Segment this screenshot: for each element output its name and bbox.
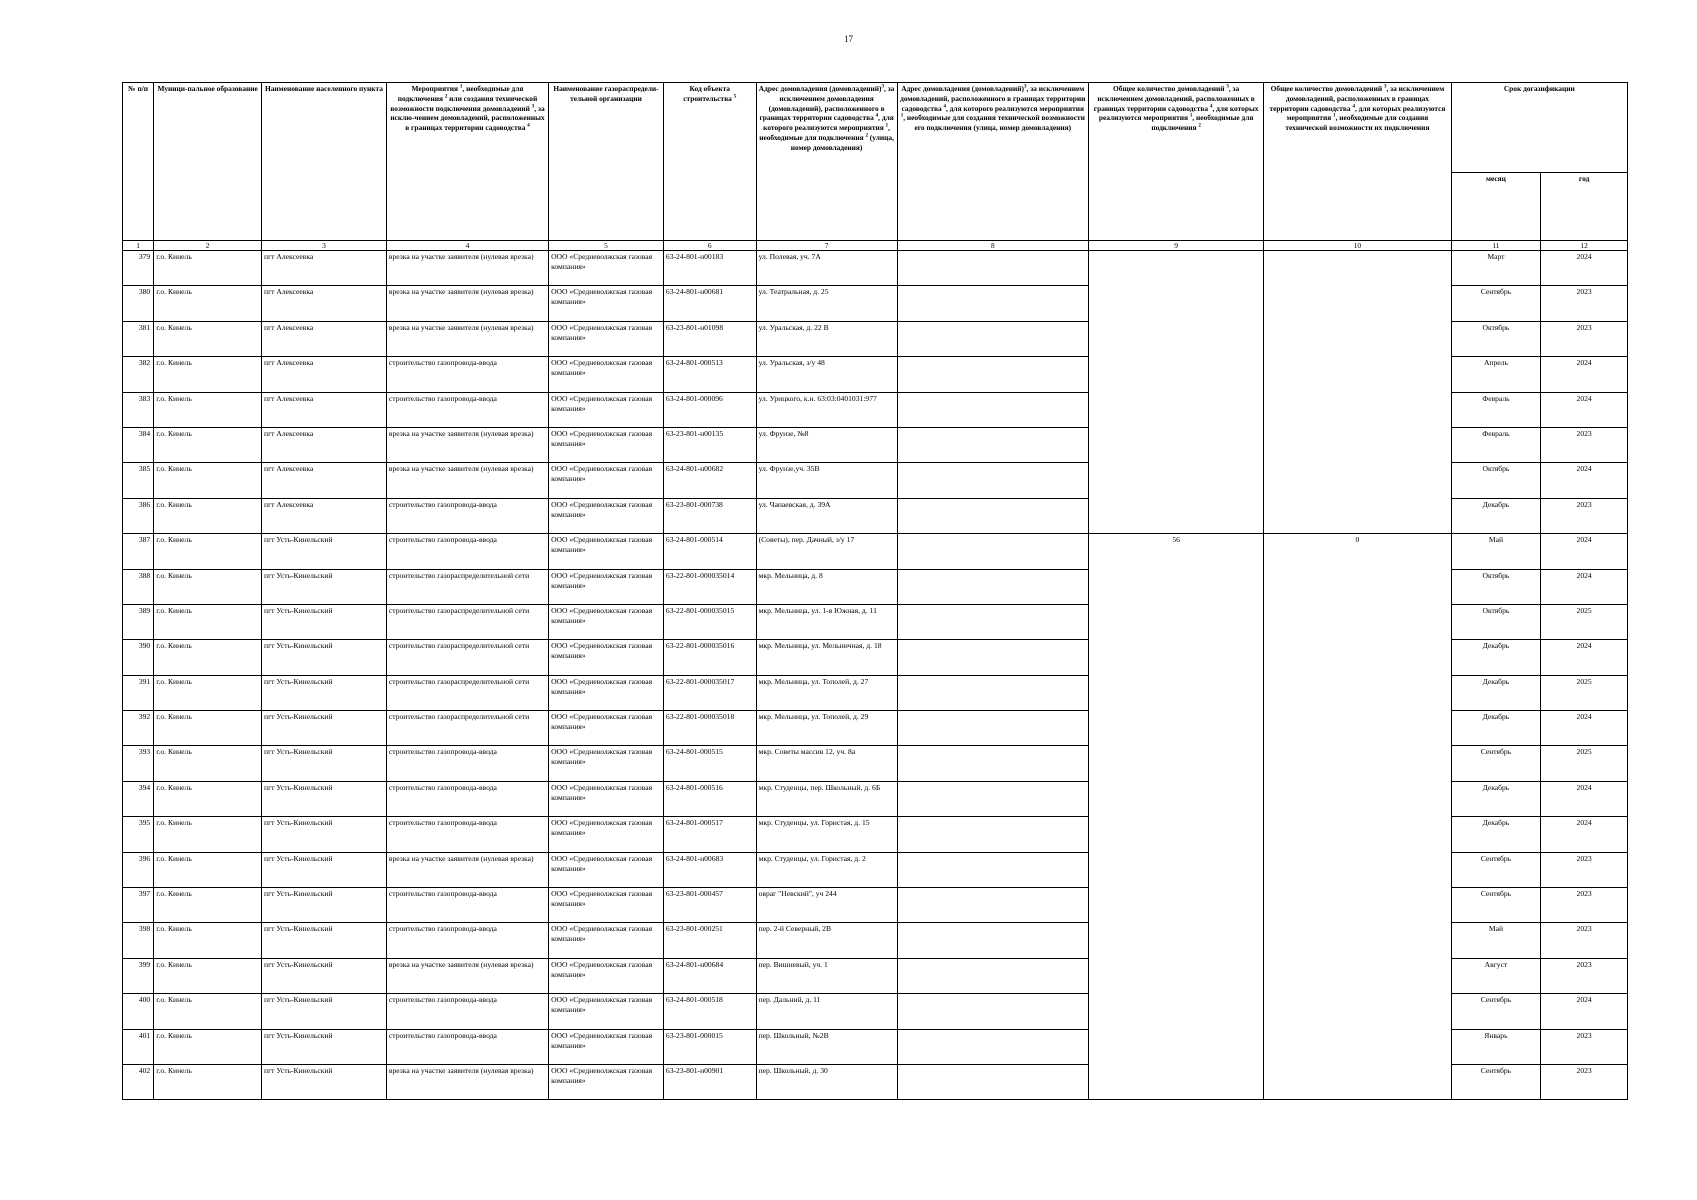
- month-cell: Апрель: [1451, 357, 1541, 392]
- object-code-cell: 63-24-801-000513: [663, 357, 756, 392]
- event-cell: строительство газопровода-ввода: [386, 817, 548, 852]
- address-cell: пер. Дальний, д. 11: [756, 994, 897, 1029]
- month-cell: Май: [1451, 534, 1541, 569]
- organization-cell: ООО «Средневолжская газовая компания»: [549, 534, 664, 569]
- settlement-cell: пгт Усть-Кинельский: [262, 1029, 387, 1064]
- event-cell: строительство газопровода-ввода: [386, 781, 548, 816]
- event-cell: строительство газораспределительной сети: [386, 711, 548, 746]
- municipality-cell: г.о. Кинель: [154, 817, 262, 852]
- gasification-table: [122, 82, 1628, 1100]
- month-cell: Октябрь: [1451, 463, 1541, 498]
- municipality-cell: г.о. Кинель: [154, 392, 262, 427]
- month-cell: Сентябрь: [1451, 746, 1541, 781]
- month-cell: Сентябрь: [1451, 994, 1541, 1029]
- year-cell: 2023: [1541, 923, 1628, 958]
- table-row: [123, 534, 1628, 569]
- year-cell: 2024: [1541, 463, 1628, 498]
- month-cell: Февраль: [1451, 392, 1541, 427]
- header-c8: Адрес домовладения (домовладений)$^3$, за исключением домовладений, расположенного в границах территории садоводства $^4$, для которого реализуются мероприятия $^1$, необходимые для создания технической возможности его подключения (улица, номер домовладения): [897, 83, 1088, 241]
- settlement-cell: пгт Алексеевка: [262, 392, 387, 427]
- column-number-5: 5: [549, 241, 664, 251]
- row-number: 385: [123, 463, 154, 498]
- month-cell: Декабрь: [1451, 498, 1541, 533]
- settlement-cell: пгт Усть-Кинельский: [262, 746, 387, 781]
- row-number: 397: [123, 888, 154, 923]
- event-cell: врезка на участке заявителя (нулевая врезка): [386, 852, 548, 887]
- object-code-cell: 63-24-801-н00682: [663, 463, 756, 498]
- event-cell: строительство газопровода-ввода: [386, 888, 548, 923]
- header-c7: Адрес домовладения (домовладений)$^3$, за исключением домовладения (домовладений), расположенного в границах территории садоводства $^4$, для которого реализуются мероприятия $^1$, необходимые для подключения $^2$ (улица, номер домовладения): [756, 83, 897, 241]
- organization-cell: ООО «Средневолжская газовая компания»: [549, 923, 664, 958]
- address-cell: мкр. Мельница, ул. 1-я Южная, д. 11: [756, 604, 897, 639]
- address-tech-cell: [897, 604, 1088, 639]
- row-number: 396: [123, 852, 154, 887]
- organization-cell: ООО «Средневолжская газовая компания»: [549, 852, 664, 887]
- event-cell: строительство газопровода-ввода: [386, 923, 548, 958]
- municipality-cell: г.о. Кинель: [154, 1064, 262, 1099]
- event-cell: строительство газопровода-ввода: [386, 357, 548, 392]
- row-number: 398: [123, 923, 154, 958]
- event-cell: строительство газораспределительной сети: [386, 604, 548, 639]
- organization-cell: ООО «Средневолжская газовая компания»: [549, 640, 664, 675]
- year-cell: 2025: [1541, 604, 1628, 639]
- municipality-cell: г.о. Кинель: [154, 675, 262, 710]
- object-code-cell: 63-23-801-н00135: [663, 427, 756, 462]
- month-cell: Март: [1451, 251, 1541, 286]
- organization-cell: ООО «Средневолжская газовая компания»: [549, 958, 664, 993]
- month-cell: Сентябрь: [1451, 888, 1541, 923]
- event-cell: строительство газопровода-ввода: [386, 1029, 548, 1064]
- municipality-cell: г.о. Кинель: [154, 251, 262, 286]
- year-cell: 2023: [1541, 321, 1628, 356]
- settlement-cell: пгт Алексеевка: [262, 357, 387, 392]
- month-cell: Сентябрь: [1451, 286, 1541, 321]
- address-cell: ул. Урицкого, к.н. 63:03:0401031:977: [756, 392, 897, 427]
- address-tech-cell: [897, 675, 1088, 710]
- event-cell: строительство газопровода-ввода: [386, 994, 548, 1029]
- column-number-8: 8: [897, 241, 1088, 251]
- address-cell: ул. Театральная, д. 25: [756, 286, 897, 321]
- column-number-row: [123, 241, 1628, 251]
- column-number-2: 2: [154, 241, 262, 251]
- organization-cell: ООО «Средневолжская газовая компания»: [549, 781, 664, 816]
- header-c2: Муници-пальное образование: [154, 83, 262, 241]
- column-number-3: 3: [262, 241, 387, 251]
- organization-cell: ООО «Средневолжская газовая компания»: [549, 498, 664, 533]
- row-number: 386: [123, 498, 154, 533]
- address-cell: мкр. Мельница, д. 8: [756, 569, 897, 604]
- row-number: 383: [123, 392, 154, 427]
- year-cell: 2023: [1541, 286, 1628, 321]
- year-cell: 2025: [1541, 746, 1628, 781]
- address-tech-cell: [897, 534, 1088, 569]
- settlement-cell: пгт Алексеевка: [262, 463, 387, 498]
- row-number: 395: [123, 817, 154, 852]
- address-tech-cell: [897, 958, 1088, 993]
- row-number: 384: [123, 427, 154, 462]
- row-number: 381: [123, 321, 154, 356]
- header-c11: месяц: [1451, 173, 1541, 241]
- object-code-cell: 63-24-801-н00684: [663, 958, 756, 993]
- organization-cell: ООО «Средневолжская газовая компания»: [549, 569, 664, 604]
- address-tech-cell: [897, 781, 1088, 816]
- settlement-cell: пгт Алексеевка: [262, 498, 387, 533]
- address-tech-cell: [897, 321, 1088, 356]
- month-cell: Сентябрь: [1451, 852, 1541, 887]
- organization-cell: ООО «Средневолжская газовая компания»: [549, 463, 664, 498]
- year-cell: 2024: [1541, 711, 1628, 746]
- event-cell: врезка на участке заявителя (нулевая врезка): [386, 463, 548, 498]
- count-connection-cell: 56: [1088, 534, 1263, 1100]
- object-code-cell: 63-23-801-000015: [663, 1029, 756, 1064]
- row-number: 382: [123, 357, 154, 392]
- year-cell: 2024: [1541, 251, 1628, 286]
- municipality-cell: г.о. Кинель: [154, 427, 262, 462]
- header-c3: Наименование населенного пункта: [262, 83, 387, 241]
- organization-cell: ООО «Средневолжская газовая компания»: [549, 286, 664, 321]
- row-number: 393: [123, 746, 154, 781]
- object-code-cell: 63-22-801-000035016: [663, 640, 756, 675]
- month-cell: Январь: [1451, 1029, 1541, 1064]
- organization-cell: ООО «Средневолжская газовая компания»: [549, 392, 664, 427]
- object-code-cell: 63-24-801-000516: [663, 781, 756, 816]
- column-number-10: 10: [1264, 241, 1451, 251]
- year-cell: 2024: [1541, 534, 1628, 569]
- address-tech-cell: [897, 640, 1088, 675]
- year-cell: 2024: [1541, 392, 1628, 427]
- header-c6: Код объекта строительства $^5$: [663, 83, 756, 241]
- organization-cell: ООО «Средневолжская газовая компания»: [549, 711, 664, 746]
- address-cell: пер. Школьный, д. 30: [756, 1064, 897, 1099]
- settlement-cell: пгт Алексеевка: [262, 286, 387, 321]
- row-number: 400: [123, 994, 154, 1029]
- municipality-cell: г.о. Кинель: [154, 640, 262, 675]
- object-code-cell: 63-24-801-000517: [663, 817, 756, 852]
- settlement-cell: пгт Усть-Кинельский: [262, 604, 387, 639]
- settlement-cell: пгт Усть-Кинельский: [262, 852, 387, 887]
- address-tech-cell: [897, 251, 1088, 286]
- object-code-cell: 63-23-801-000738: [663, 498, 756, 533]
- event-cell: строительство газораспределительной сети: [386, 569, 548, 604]
- address-cell: овраг "Невский", уч 244: [756, 888, 897, 923]
- settlement-cell: пгт Усть-Кинельский: [262, 781, 387, 816]
- organization-cell: ООО «Средневолжская газовая компания»: [549, 888, 664, 923]
- address-cell: ул. Уральская, з/у 48: [756, 357, 897, 392]
- object-code-cell: 63-24-801-000096: [663, 392, 756, 427]
- row-number: 379: [123, 251, 154, 286]
- address-cell: ул. Фрунзе,уч. 35В: [756, 463, 897, 498]
- settlement-cell: пгт Усть-Кинельский: [262, 958, 387, 993]
- object-code-cell: 63-23-801-н01098: [663, 321, 756, 356]
- column-number-12: 12: [1541, 241, 1628, 251]
- organization-cell: ООО «Средневолжская газовая компания»: [549, 321, 664, 356]
- municipality-cell: г.о. Кинель: [154, 286, 262, 321]
- row-number: 401: [123, 1029, 154, 1064]
- header-c4: Мероприятия $^1$, необходимые для подключения $^2$ или создания технической возможности подключения домовладений $^3$, за исклю-чением домовладений, расположенных в границах территории садоводства $^4$: [386, 83, 548, 241]
- address-tech-cell: [897, 711, 1088, 746]
- settlement-cell: пгт Усть-Кинельский: [262, 923, 387, 958]
- address-tech-cell: [897, 286, 1088, 321]
- year-cell: 2024: [1541, 781, 1628, 816]
- row-number: 394: [123, 781, 154, 816]
- year-cell: 2023: [1541, 498, 1628, 533]
- column-number-11: 11: [1451, 241, 1541, 251]
- object-code-cell: 63-22-801-000035017: [663, 675, 756, 710]
- row-number: 402: [123, 1064, 154, 1099]
- settlement-cell: пгт Усть-Кинельский: [262, 1064, 387, 1099]
- object-code-cell: 63-23-801-000457: [663, 888, 756, 923]
- row-number: 387: [123, 534, 154, 569]
- address-cell: мкр. Мельница, ул. Тополей, д. 29: [756, 711, 897, 746]
- municipality-cell: г.о. Кинель: [154, 994, 262, 1029]
- object-code-cell: 63-24-801-000514: [663, 534, 756, 569]
- row-number: 380: [123, 286, 154, 321]
- event-cell: строительство газопровода-ввода: [386, 392, 548, 427]
- address-tech-cell: [897, 463, 1088, 498]
- column-number-4: 4: [386, 241, 548, 251]
- year-cell: 2024: [1541, 569, 1628, 604]
- settlement-cell: пгт Усть-Кинельский: [262, 534, 387, 569]
- event-cell: строительство газопровода-ввода: [386, 534, 548, 569]
- settlement-cell: пгт Усть-Кинельский: [262, 711, 387, 746]
- address-tech-cell: [897, 357, 1088, 392]
- month-cell: Декабрь: [1451, 640, 1541, 675]
- year-cell: 2023: [1541, 888, 1628, 923]
- year-cell: 2023: [1541, 958, 1628, 993]
- count-tech-cell: [1264, 251, 1451, 534]
- address-tech-cell: [897, 569, 1088, 604]
- header-c9: Общее количество домовладений $^3$, за исключением домовладений, расположенных в границах территории садоводства $^4$, для которых реализуются мероприятия $^1$, необходимые для подключения $^2$: [1088, 83, 1263, 241]
- year-cell: 2024: [1541, 640, 1628, 675]
- event-cell: врезка на участке заявителя (нулевая врезка): [386, 251, 548, 286]
- settlement-cell: пгт Усть-Кинельский: [262, 817, 387, 852]
- object-code-cell: 63-23-801-000251: [663, 923, 756, 958]
- organization-cell: ООО «Средневолжская газовая компания»: [549, 1064, 664, 1099]
- organization-cell: ООО «Средневолжская газовая компания»: [549, 1029, 664, 1064]
- address-cell: мкр. Советы массив 12, уч. 8а: [756, 746, 897, 781]
- count-connection-cell: [1088, 251, 1263, 534]
- municipality-cell: г.о. Кинель: [154, 746, 262, 781]
- settlement-cell: пгт Алексеевка: [262, 251, 387, 286]
- count-tech-cell: 0: [1264, 534, 1451, 1100]
- event-cell: строительство газораспределительной сети: [386, 675, 548, 710]
- year-cell: 2023: [1541, 1064, 1628, 1099]
- address-tech-cell: [897, 923, 1088, 958]
- address-cell: пер. Вишневый, уч. 1: [756, 958, 897, 993]
- object-code-cell: 63-22-801-000035015: [663, 604, 756, 639]
- organization-cell: ООО «Средневолжская газовая компания»: [549, 427, 664, 462]
- event-cell: строительство газопровода-ввода: [386, 498, 548, 533]
- month-cell: Декабрь: [1451, 675, 1541, 710]
- table-header: [123, 83, 1628, 251]
- month-cell: Февраль: [1451, 427, 1541, 462]
- year-cell: 2023: [1541, 852, 1628, 887]
- object-code-cell: 63-24-801-н00183: [663, 251, 756, 286]
- address-tech-cell: [897, 817, 1088, 852]
- municipality-cell: г.о. Кинель: [154, 888, 262, 923]
- address-cell: мкр. Студенцы, ул. Гористая, д. 15: [756, 817, 897, 852]
- event-cell: врезка на участке заявителя (нулевая врезка): [386, 321, 548, 356]
- municipality-cell: г.о. Кинель: [154, 958, 262, 993]
- municipality-cell: г.о. Кинель: [154, 923, 262, 958]
- object-code-cell: 63-24-801-000515: [663, 746, 756, 781]
- municipality-cell: г.о. Кинель: [154, 781, 262, 816]
- address-cell: мкр. Мельница, ул. Тополей, д. 27: [756, 675, 897, 710]
- row-number: 389: [123, 604, 154, 639]
- settlement-cell: пгт Усть-Кинельский: [262, 888, 387, 923]
- address-tech-cell: [897, 427, 1088, 462]
- header-c5: Наименование газораспредели-тельной организации: [549, 83, 664, 241]
- page-number: 17: [844, 34, 853, 44]
- municipality-cell: г.о. Кинель: [154, 357, 262, 392]
- row-number: 392: [123, 711, 154, 746]
- column-number-6: 6: [663, 241, 756, 251]
- month-cell: Октябрь: [1451, 604, 1541, 639]
- address-cell: пер. Школьный, №2В: [756, 1029, 897, 1064]
- month-cell: Декабрь: [1451, 711, 1541, 746]
- address-tech-cell: [897, 746, 1088, 781]
- month-cell: Декабрь: [1451, 781, 1541, 816]
- settlement-cell: пгт Усть-Кинельский: [262, 569, 387, 604]
- settlement-cell: пгт Алексеевка: [262, 321, 387, 356]
- municipality-cell: г.о. Кинель: [154, 604, 262, 639]
- column-number-9: 9: [1088, 241, 1263, 251]
- settlement-cell: пгт Усть-Кинельский: [262, 994, 387, 1029]
- row-number: 399: [123, 958, 154, 993]
- header-c11-12: Срок догазификации: [1451, 83, 1627, 173]
- header-c1: № п/п: [123, 83, 154, 241]
- object-code-cell: 63-22-801-000035014: [663, 569, 756, 604]
- address-tech-cell: [897, 1064, 1088, 1099]
- address-tech-cell: [897, 888, 1088, 923]
- event-cell: врезка на участке заявителя (нулевая врезка): [386, 958, 548, 993]
- event-cell: врезка на участке заявителя (нулевая врезка): [386, 427, 548, 462]
- year-cell: 2023: [1541, 427, 1628, 462]
- address-cell: ул. Фрунзе, №8: [756, 427, 897, 462]
- municipality-cell: г.о. Кинель: [154, 569, 262, 604]
- address-tech-cell: [897, 1029, 1088, 1064]
- year-cell: 2025: [1541, 675, 1628, 710]
- municipality-cell: г.о. Кинель: [154, 852, 262, 887]
- month-cell: Сентябрь: [1451, 1064, 1541, 1099]
- year-cell: 2024: [1541, 994, 1628, 1029]
- month-cell: Декабрь: [1451, 817, 1541, 852]
- address-cell: ул. Чапаевская, д. 39А: [756, 498, 897, 533]
- organization-cell: ООО «Средневолжская газовая компания»: [549, 604, 664, 639]
- row-number: 390: [123, 640, 154, 675]
- municipality-cell: г.о. Кинель: [154, 498, 262, 533]
- address-cell: мкр. Мельница, ул. Мельничная, д. 18: [756, 640, 897, 675]
- settlement-cell: пгт Усть-Кинельский: [262, 640, 387, 675]
- settlement-cell: пгт Алексеевка: [262, 427, 387, 462]
- address-cell: мкр. Студенцы, пер. Школьный, д. 6Б: [756, 781, 897, 816]
- organization-cell: ООО «Средневолжская газовая компания»: [549, 675, 664, 710]
- address-tech-cell: [897, 852, 1088, 887]
- object-code-cell: 63-23-801-н00901: [663, 1064, 756, 1099]
- object-code-cell: 63-24-801-н00683: [663, 852, 756, 887]
- municipality-cell: г.о. Кинель: [154, 321, 262, 356]
- event-cell: врезка на участке заявителя (нулевая врезка): [386, 286, 548, 321]
- object-code-cell: 63-24-801-000518: [663, 994, 756, 1029]
- column-number-1: 1: [123, 241, 154, 251]
- organization-cell: ООО «Средневолжская газовая компания»: [549, 994, 664, 1029]
- municipality-cell: г.о. Кинель: [154, 711, 262, 746]
- municipality-cell: г.о. Кинель: [154, 1029, 262, 1064]
- month-cell: Май: [1451, 923, 1541, 958]
- municipality-cell: г.о. Кинель: [154, 534, 262, 569]
- header-c12: год: [1541, 173, 1628, 241]
- address-tech-cell: [897, 392, 1088, 427]
- event-cell: строительство газораспределительной сети: [386, 640, 548, 675]
- organization-cell: ООО «Средневолжская газовая компания»: [549, 817, 664, 852]
- address-cell: (Советы), пер. Дачный, з/у 17: [756, 534, 897, 569]
- event-cell: врезка на участке заявителя (нулевая врезка): [386, 1064, 548, 1099]
- settlement-cell: пгт Усть-Кинельский: [262, 675, 387, 710]
- month-cell: Октябрь: [1451, 321, 1541, 356]
- month-cell: Август: [1451, 958, 1541, 993]
- year-cell: 2024: [1541, 357, 1628, 392]
- address-tech-cell: [897, 498, 1088, 533]
- object-code-cell: 63-22-801-000035018: [663, 711, 756, 746]
- month-cell: Октябрь: [1451, 569, 1541, 604]
- municipality-cell: г.о. Кинель: [154, 463, 262, 498]
- organization-cell: ООО «Средневолжская газовая компания»: [549, 357, 664, 392]
- address-cell: ул. Уральская, д. 22 В: [756, 321, 897, 356]
- address-tech-cell: [897, 994, 1088, 1029]
- year-cell: 2024: [1541, 817, 1628, 852]
- column-number-7: 7: [756, 241, 897, 251]
- year-cell: 2023: [1541, 1029, 1628, 1064]
- address-cell: ул. Полевая, уч. 7А: [756, 251, 897, 286]
- address-cell: мкр. Студенцы, ул. Гористая, д. 2: [756, 852, 897, 887]
- event-cell: строительство газопровода-ввода: [386, 746, 548, 781]
- object-code-cell: 63-24-801-н00681: [663, 286, 756, 321]
- organization-cell: ООО «Средневолжская газовая компания»: [549, 746, 664, 781]
- table-body: [123, 251, 1628, 1100]
- header-c10: Общее количество домовладений $^3$, за исключением домовладений, расположенных в границах территории садоводства $^4$, для которых реализуются мероприятия $^1$, необходимые для создания технической возможности их подключения: [1264, 83, 1451, 241]
- organization-cell: ООО «Средневолжская газовая компания»: [549, 251, 664, 286]
- row-number: 388: [123, 569, 154, 604]
- address-cell: пер. 2-й Северный, 2В: [756, 923, 897, 958]
- row-number: 391: [123, 675, 154, 710]
- table-row: [123, 251, 1628, 286]
